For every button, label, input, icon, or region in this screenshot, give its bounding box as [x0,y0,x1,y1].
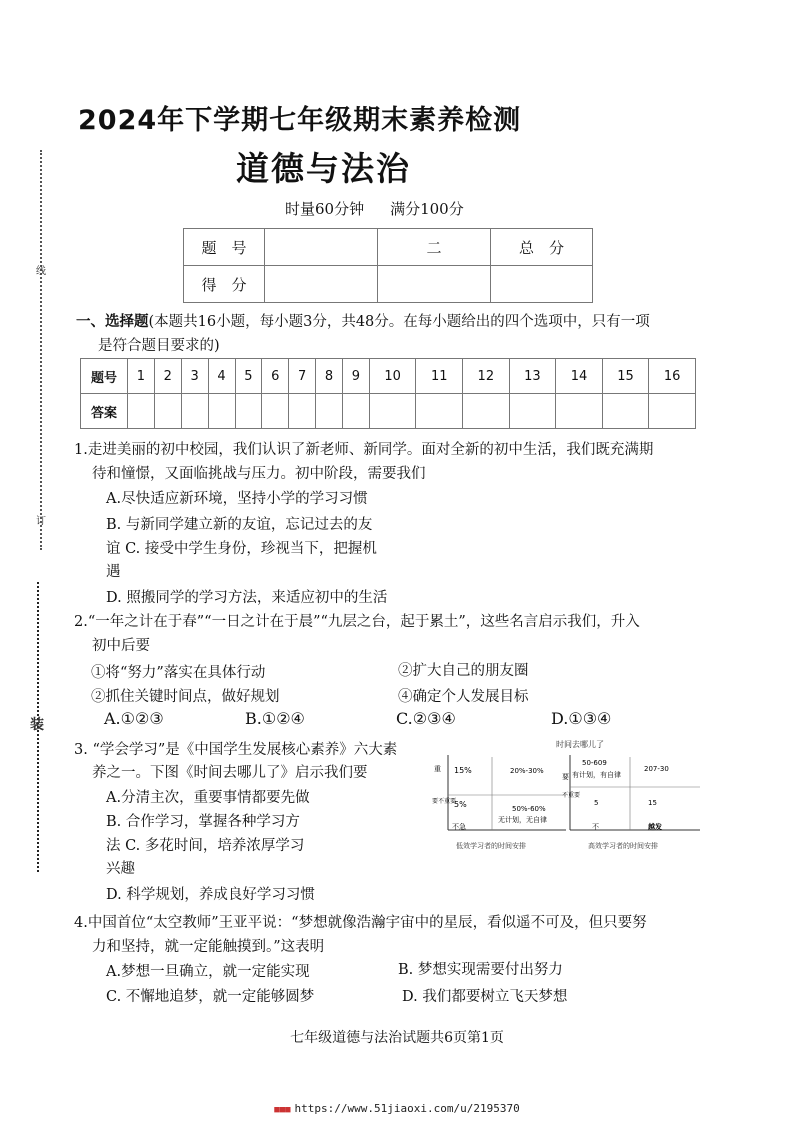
right-x-label: 不 [592,823,599,831]
section-heading [76,310,716,358]
q3-stem: 3. “学会学习”是《中国学生发展核心素养》六大素 [74,742,398,758]
right-y-label-2: 不重要 [562,792,581,799]
q2-option-d: D.①③④ [551,709,612,728]
answer-cell[interactable] [128,394,155,429]
q2-stem-2: 初中后要 [92,638,150,654]
answer-cell[interactable] [602,394,649,429]
q2-option-a: A.①②③ [104,709,164,728]
left-value-1: 15% [454,766,472,775]
right-value-2: 有计划，有自律 [572,771,621,779]
question-number: 11 [416,359,463,394]
q3-option-c: 法 C. 多花时间，培养浓厚学习 [106,838,305,854]
question-number: 7 [289,359,316,394]
answer-cell[interactable] [235,394,262,429]
q4-option-d: D. 我们都要树立飞天梦想 [402,989,568,1005]
question-number: 12 [463,359,510,394]
question-number: 16 [649,359,696,394]
page-footer: 七年级道德与法治试题共6页第1页 [290,1030,504,1046]
answer-cell[interactable] [369,394,416,429]
question-number: 6 [262,359,289,394]
q1-option-b: B. 与新同学建立新的友谊，忘记过去的友 [106,517,373,533]
answer-cell[interactable] [208,394,235,429]
right-value-4: 5 [594,799,599,807]
figure-title: 时间去哪儿了 [556,740,604,749]
answer-cell[interactable] [416,394,463,429]
answer-cell[interactable] [316,394,343,429]
question-number: 4 [208,359,235,394]
answer-input-row [81,394,696,429]
link-icon: ■■■ [274,1105,291,1115]
q1-stem: 1.走进美丽的初中校园，我们认识了新老师、新同学。面对全新的初中生活，我们既充满期 [74,442,654,458]
right-value-3: 207-30 [644,765,669,773]
right-caption: 高效学习者的时间安排 [588,842,658,850]
score-cell: 题 号 [184,229,265,266]
score-row-points [184,266,593,303]
score-cell: 二 [378,229,491,266]
binding-line-upper [40,150,42,550]
question-number: 8 [316,359,343,394]
answer-cell[interactable] [509,394,556,429]
left-value-2: 5% [454,800,467,809]
question-number: 3 [181,359,208,394]
question-number: 2 [154,359,181,394]
answer-label: 答案 [81,394,128,429]
question-number: 14 [556,359,603,394]
answer-cell[interactable] [181,394,208,429]
left-y-label: 重 [434,765,441,773]
question-number: 13 [509,359,556,394]
source-url-text: https://www.51jiaoxi.com/u/2195370 [294,1102,520,1115]
q1-option-b-cont: 谊 C. 接受中学生身份，珍视当下，把握机 [106,541,377,557]
question-number: 9 [343,359,370,394]
right-y-label: 要 [562,773,569,781]
left-value-3: 20%-30% [510,767,544,775]
q4-option-b: B. 梦想实现需要付出努力 [398,962,563,978]
answer-row-label: 题号 [81,359,128,394]
score-table [183,228,593,303]
score-input-cell[interactable] [265,266,378,303]
exam-info [285,198,464,219]
answer-cell[interactable] [154,394,181,429]
binding-mark-order: 订 [36,516,46,527]
score-cell: 总 分 [491,229,593,266]
q2-statement-2: ②扩大自己的朋友圈 [398,663,529,679]
q2-statement-1: ①将“努力”落实在具体行动 [91,665,266,681]
q1-option-c-cont: 遇 [106,564,121,580]
right-value-5: 15 [648,799,657,807]
source-url[interactable] [0,1102,794,1115]
binding-mark-line: 线 [36,266,46,277]
q4-stem-2: 力和坚持，就一定能触摸到。”这表明 [92,939,325,955]
left-value-4: 50%-60% [512,805,546,813]
question-number: 15 [602,359,649,394]
q3-stem-2: 养之一。下图《时间去哪儿了》启示我们要 [92,765,368,781]
left-value-5: 无计划，无自律 [498,816,547,824]
score-input-cell[interactable] [491,266,593,303]
time-figure [428,735,710,853]
question-number: 5 [235,359,262,394]
answer-cell[interactable] [343,394,370,429]
q2-statement-3: ②抓住关键时间点，做好规划 [91,689,280,705]
q3-option-d: D. 科学规划，养成良好学习习惯 [106,887,315,903]
left-caption: 低效学习者的时间安排 [456,842,526,850]
left-chart [432,755,566,850]
q2-stem: 2.“一年之计在于春”“一日之计在于晨”“九层之台，起于累土”，这些名言启示我们，升入 [74,614,640,630]
q4-stem: 4.中国首位“太空教师”王亚平说：“梦想就像浩瀚宇宙中的星辰，看似遥不可及，但只要努 [74,915,647,931]
q4-option-c: C. 不懈地追梦，就一定能够圆梦 [106,989,315,1005]
q1-option-a: A.尽快适应新环境，坚持小学的学习习惯 [106,491,368,507]
section-desc-2: 是符合题目要求的) [98,338,220,354]
right-chart [562,755,700,850]
score-input-cell[interactable] [378,266,491,303]
answer-cell[interactable] [262,394,289,429]
exam-title: 2024年下学期七年级期末素养检测 [78,105,522,136]
q2-option-c: C.②③④ [396,709,456,728]
q3-option-b: B. 合作学习，掌握各种学习方 [106,814,300,830]
left-x-label: 不急 [452,823,466,831]
section-title: 一、选择题 [76,314,149,330]
q2-option-b: B.①②④ [245,709,305,728]
q1-option-d: D. 照搬同学的学习方法，来适应初中的生活 [106,590,388,606]
answer-cell[interactable] [556,394,603,429]
full-score: 满分100分 [390,200,464,218]
answer-cell[interactable] [289,394,316,429]
binding-mark-bind: 装 [30,717,44,733]
subject-title: 道德与法治 [236,149,411,188]
q2-statement-4: ④确定个人发展目标 [398,689,529,705]
score-row-header [184,229,593,266]
q3-option-a: A.分清主次，重要事情都要先做 [106,790,310,806]
time-limit: 时量60分钟 [285,200,365,218]
right-x-label-2: 越发 [648,823,662,831]
answer-cell[interactable] [649,394,696,429]
score-cell: 得 分 [184,266,265,303]
q4-option-a: A.梦想一旦确立，就一定能实现 [106,964,310,980]
q1-stem-2: 待和憧憬，又面临挑战与压力。初中阶段，需要我们 [92,466,426,482]
answer-number-row [81,359,696,394]
q3-option-c-cont: 兴趣 [106,861,135,877]
question-number: 10 [369,359,416,394]
question-number: 1 [128,359,155,394]
left-y-label-2: 要不重要 [432,798,457,805]
score-cell [265,229,378,266]
answer-table [80,358,696,429]
right-value-1: 50-609 [582,759,607,767]
answer-cell[interactable] [463,394,510,429]
section-desc: (本题共16小题，每小题3分，共48分。在每小题给出的四个选项中，只有一项 [148,314,650,330]
